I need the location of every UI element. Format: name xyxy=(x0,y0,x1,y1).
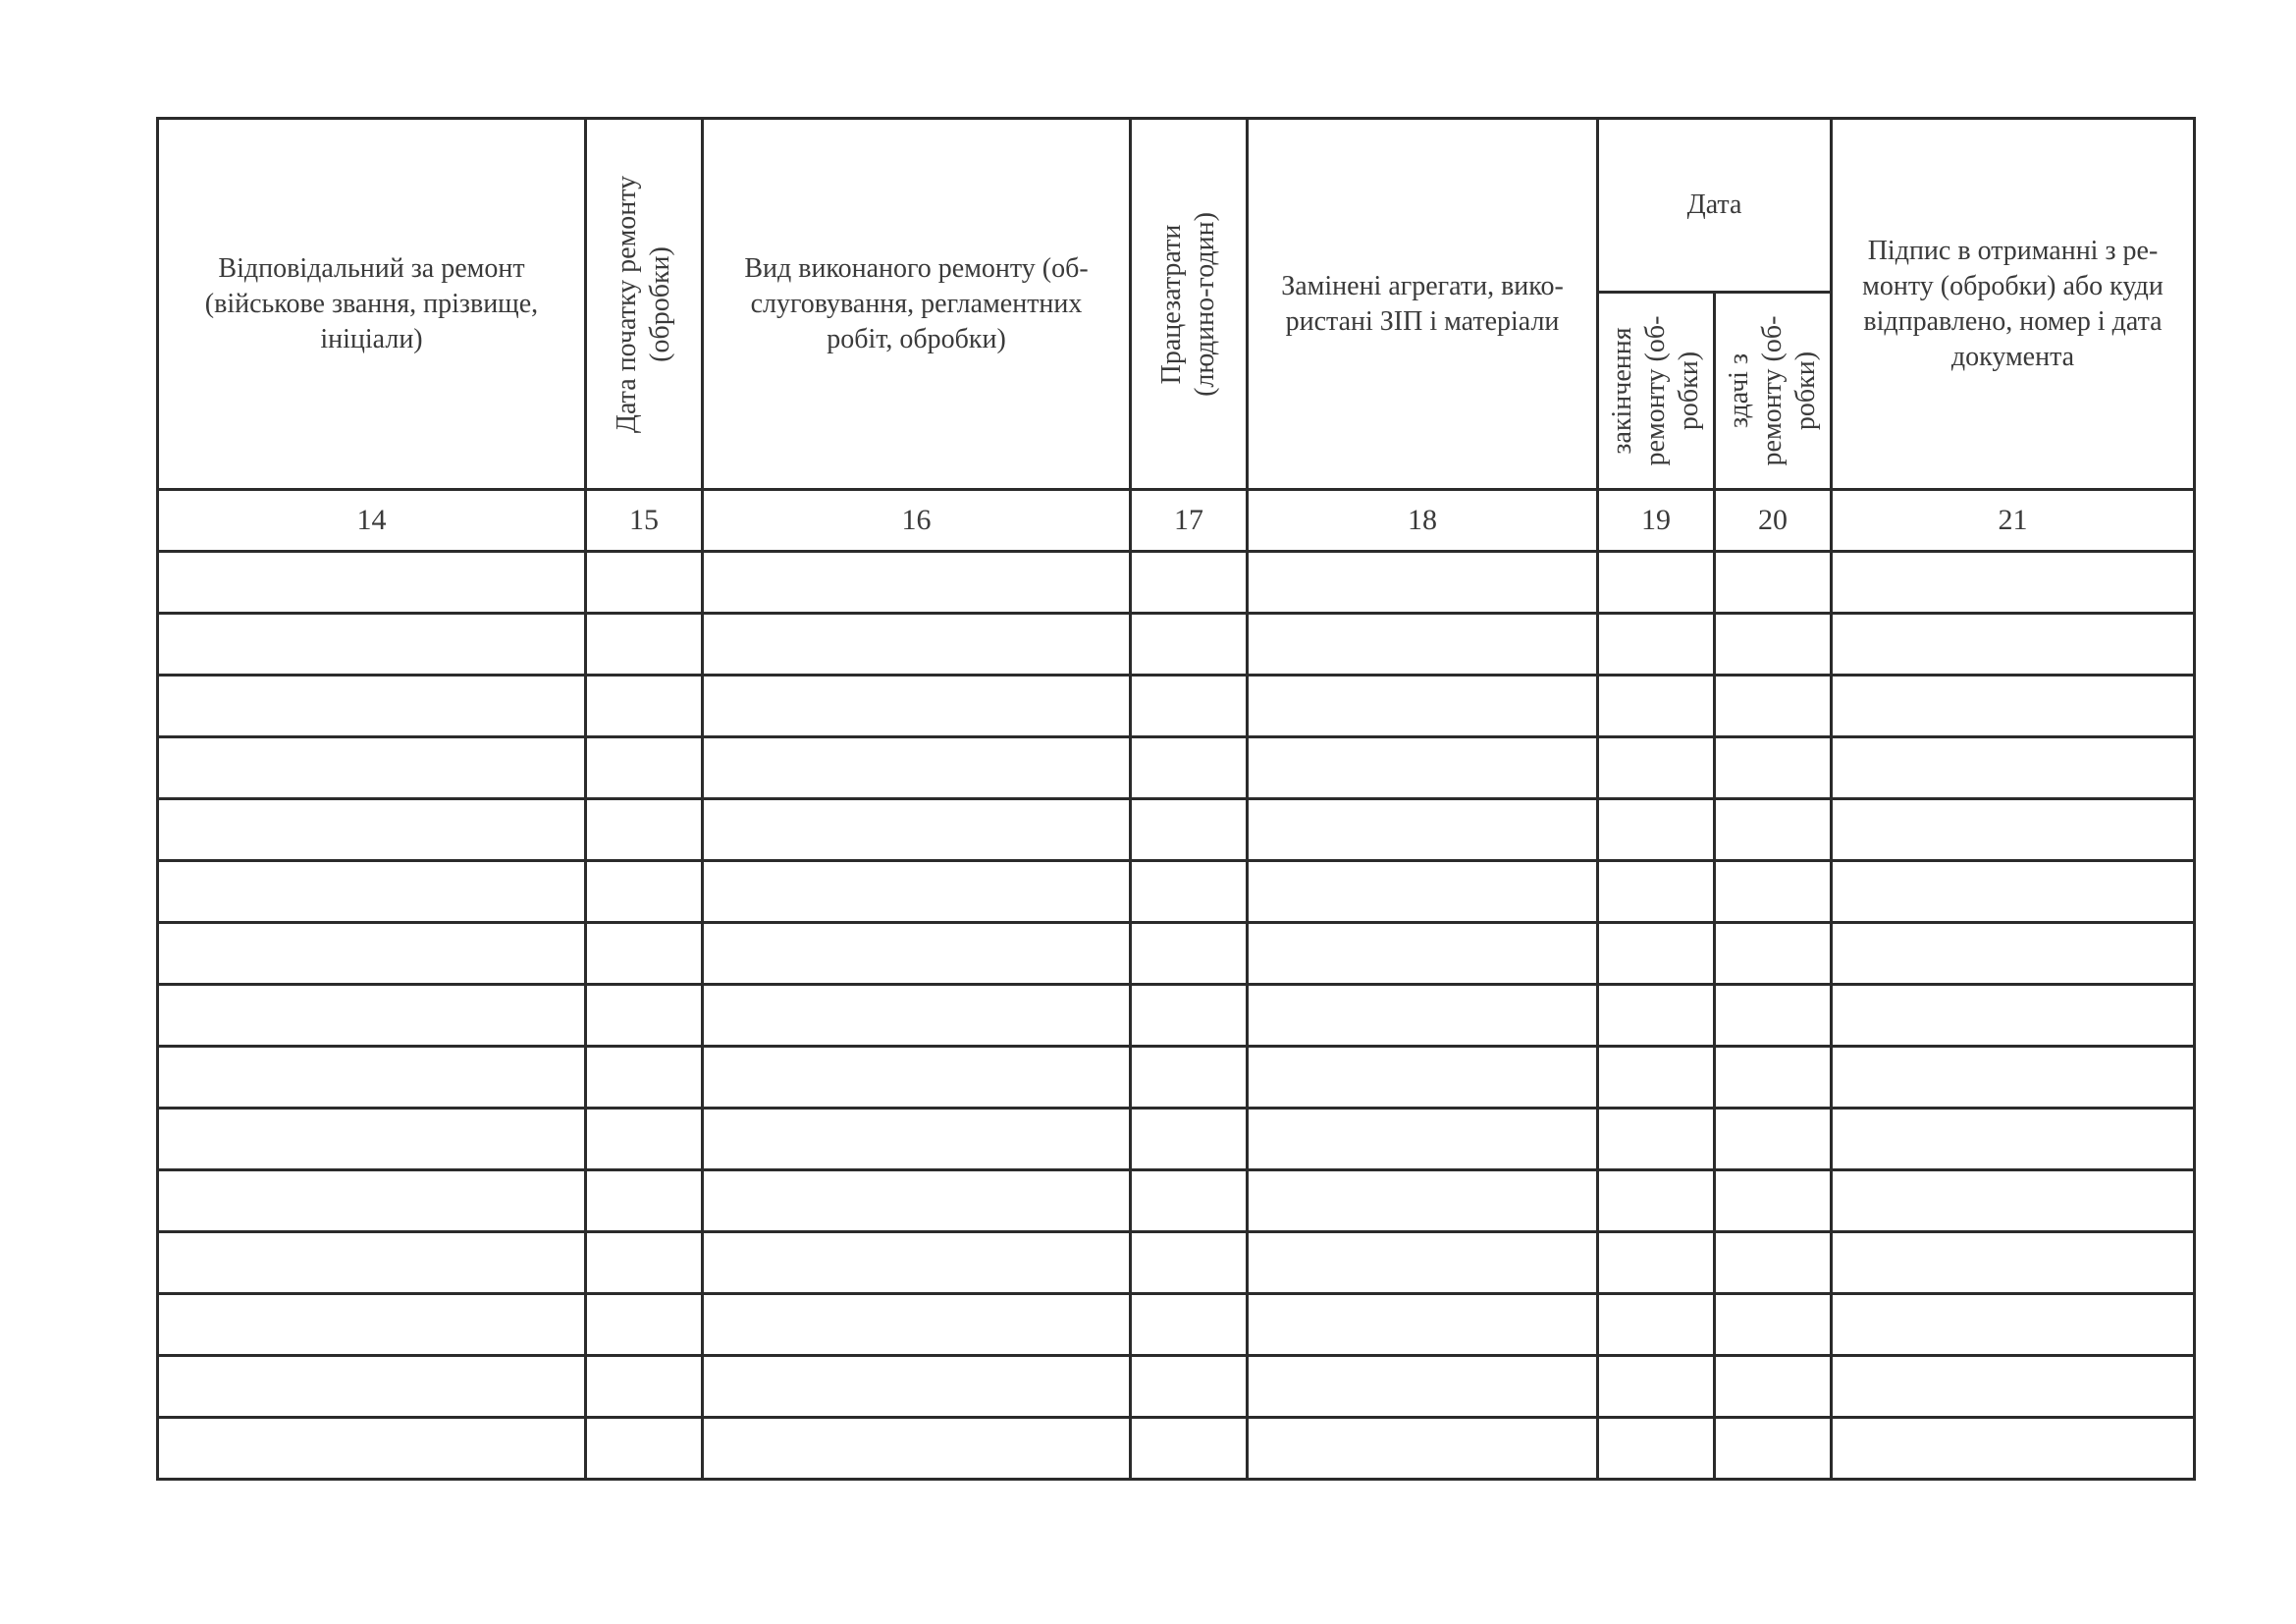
blank-cell[interactable] xyxy=(703,985,1131,1047)
blank-cell[interactable] xyxy=(1131,552,1248,614)
blank-cell[interactable] xyxy=(1248,799,1598,861)
blank-cell[interactable] xyxy=(158,1418,586,1480)
blank-cell[interactable] xyxy=(1248,737,1598,799)
header-responsible-line2: (військове звання, прізвище, xyxy=(204,288,539,319)
blank-cell[interactable] xyxy=(1715,737,1832,799)
blank-cell[interactable] xyxy=(158,799,586,861)
blank-cell[interactable] xyxy=(1832,552,2195,614)
blank-form-row xyxy=(158,1418,2195,1480)
blank-cell[interactable] xyxy=(586,1294,703,1356)
blank-form-row xyxy=(158,861,2195,923)
blank-cell[interactable] xyxy=(1832,1047,2195,1109)
blank-cell[interactable] xyxy=(1832,985,2195,1047)
blank-cell[interactable] xyxy=(1131,985,1248,1047)
blank-cell[interactable] xyxy=(1715,1232,1832,1294)
blank-cell[interactable] xyxy=(1248,1356,1598,1418)
header-labor xyxy=(1131,119,1248,490)
header-completion-date-line1: закінчення xyxy=(1607,327,1637,455)
blank-cell[interactable] xyxy=(586,923,703,985)
blank-cell[interactable] xyxy=(1598,1047,1715,1109)
blank-cell[interactable] xyxy=(158,923,586,985)
blank-cell[interactable] xyxy=(586,799,703,861)
blank-cell[interactable] xyxy=(586,861,703,923)
blank-cell[interactable] xyxy=(1715,1356,1832,1418)
blank-cell[interactable] xyxy=(158,1109,586,1170)
blank-cell[interactable] xyxy=(1598,799,1715,861)
blank-cell[interactable] xyxy=(586,1356,703,1418)
blank-cell[interactable] xyxy=(703,676,1131,737)
header-completion-date-line2: ремонту (об- xyxy=(1640,315,1671,466)
column-number: 14 xyxy=(158,490,586,552)
blank-cell[interactable] xyxy=(158,1170,586,1232)
blank-cell[interactable] xyxy=(586,1047,703,1109)
blank-cell[interactable] xyxy=(586,614,703,676)
blank-cell[interactable] xyxy=(1598,614,1715,676)
blank-cell[interactable] xyxy=(1131,676,1248,737)
blank-cell[interactable] xyxy=(1598,1418,1715,1480)
blank-cell[interactable] xyxy=(1715,923,1832,985)
blank-cell[interactable] xyxy=(1598,1232,1715,1294)
blank-cell[interactable] xyxy=(1248,1232,1598,1294)
blank-cell[interactable] xyxy=(703,1047,1131,1109)
column-number: 17 xyxy=(1131,490,1248,552)
blank-form-row xyxy=(158,614,2195,676)
blank-cell[interactable] xyxy=(1131,799,1248,861)
column-number: 20 xyxy=(1715,490,1832,552)
blank-cell[interactable] xyxy=(158,737,586,799)
blank-cell[interactable] xyxy=(1598,1356,1715,1418)
blank-cell[interactable] xyxy=(158,676,586,737)
blank-cell[interactable] xyxy=(158,861,586,923)
blank-cell[interactable] xyxy=(1832,737,2195,799)
blank-cell[interactable] xyxy=(1832,1232,2195,1294)
blank-cell[interactable] xyxy=(1248,861,1598,923)
blank-cell[interactable] xyxy=(158,1232,586,1294)
blank-form-row xyxy=(158,1047,2195,1109)
header-labor-line2: (людино-годин) xyxy=(1190,211,1220,397)
blank-cell[interactable] xyxy=(1248,676,1598,737)
header-handover-date-line1: здачі з xyxy=(1724,352,1754,429)
blank-cell[interactable] xyxy=(703,1418,1131,1480)
blank-cell[interactable] xyxy=(1598,1109,1715,1170)
blank-cell[interactable] xyxy=(703,614,1131,676)
blank-cell[interactable] xyxy=(703,1170,1131,1232)
blank-cell[interactable] xyxy=(1832,1294,2195,1356)
blank-cell[interactable] xyxy=(1131,1047,1248,1109)
blank-cell[interactable] xyxy=(1715,1109,1832,1170)
header-repair-type-line2: слуговування, регламентних xyxy=(750,288,1083,319)
blank-cell[interactable] xyxy=(158,1294,586,1356)
blank-cell[interactable] xyxy=(703,1294,1131,1356)
header-replaced-parts-line1: Замінені агрегати, вико- xyxy=(1281,270,1564,301)
blank-cell[interactable] xyxy=(1715,1418,1832,1480)
column-number: 18 xyxy=(1248,490,1598,552)
header-start-date xyxy=(586,119,703,490)
blank-cell[interactable] xyxy=(1715,1170,1832,1232)
blank-cell[interactable] xyxy=(1715,1294,1832,1356)
blank-cell[interactable] xyxy=(1131,1109,1248,1170)
blank-form-row xyxy=(158,799,2195,861)
header-signature-line2: монту (обробки) або куди xyxy=(1862,270,2163,301)
blank-cell[interactable] xyxy=(158,552,586,614)
blank-form-row xyxy=(158,676,2195,737)
blank-cell[interactable] xyxy=(586,552,703,614)
header-start-date-line1: Дата початку ремонту xyxy=(612,175,642,433)
blank-cell[interactable] xyxy=(586,1109,703,1170)
blank-cell[interactable] xyxy=(1248,614,1598,676)
blank-cell[interactable] xyxy=(1131,1232,1248,1294)
blank-cell[interactable] xyxy=(158,614,586,676)
blank-cell[interactable] xyxy=(1715,552,1832,614)
blank-cell[interactable] xyxy=(1598,861,1715,923)
blank-cell[interactable] xyxy=(1715,614,1832,676)
blank-cell[interactable] xyxy=(703,1356,1131,1418)
blank-cell[interactable] xyxy=(1131,861,1248,923)
header-replaced-parts-line2: ристані ЗІП і матеріали xyxy=(1285,305,1560,337)
blank-cell[interactable] xyxy=(1248,985,1598,1047)
blank-cell[interactable] xyxy=(1248,923,1598,985)
blank-cell[interactable] xyxy=(1248,1109,1598,1170)
blank-cell[interactable] xyxy=(1832,614,2195,676)
blank-cell[interactable] xyxy=(1598,1170,1715,1232)
header-responsible xyxy=(158,119,586,490)
header-responsible-line3: ініціали) xyxy=(320,323,423,354)
header-repair-type-line3: робіт, обробки) xyxy=(827,323,1006,354)
blank-cell[interactable] xyxy=(586,1170,703,1232)
blank-cell[interactable] xyxy=(1832,1418,2195,1480)
blank-cell[interactable] xyxy=(703,737,1131,799)
blank-cell[interactable] xyxy=(1715,985,1832,1047)
blank-cell[interactable] xyxy=(1131,1356,1248,1418)
column-number: 21 xyxy=(1832,490,2195,552)
blank-cell[interactable] xyxy=(703,923,1131,985)
blank-cell[interactable] xyxy=(1598,1294,1715,1356)
blank-cell[interactable] xyxy=(1832,923,2195,985)
blank-cell[interactable] xyxy=(1248,1294,1598,1356)
blank-cell[interactable] xyxy=(703,1109,1131,1170)
blank-form-row xyxy=(158,1232,2195,1294)
blank-cell[interactable] xyxy=(1832,1109,2195,1170)
blank-cell[interactable] xyxy=(1131,737,1248,799)
header-signature-line4: документа xyxy=(1950,341,2075,372)
blank-form-row xyxy=(158,552,2195,614)
header-handover-date xyxy=(1715,293,1832,490)
blank-cell[interactable] xyxy=(1131,923,1248,985)
blank-cell[interactable] xyxy=(703,552,1131,614)
blank-cell[interactable] xyxy=(1248,1047,1598,1109)
blank-cell[interactable] xyxy=(703,861,1131,923)
blank-cell[interactable] xyxy=(1598,552,1715,614)
blank-cell[interactable] xyxy=(586,676,703,737)
header-signature-line1: Підпис в отриманні з ре- xyxy=(1867,235,2159,266)
blank-cell[interactable] xyxy=(1131,1294,1248,1356)
blank-form-row xyxy=(158,737,2195,799)
column-number: 15 xyxy=(586,490,703,552)
blank-cell[interactable] xyxy=(1598,923,1715,985)
blank-form-row xyxy=(158,1170,2195,1232)
header-repair-type xyxy=(703,119,1131,490)
blank-cell[interactable] xyxy=(1131,1418,1248,1480)
blank-form-row xyxy=(158,1109,2195,1170)
header-signature xyxy=(1832,119,2195,490)
blank-cell[interactable] xyxy=(1715,1047,1832,1109)
column-number: 16 xyxy=(703,490,1131,552)
header-labor-line1: Працезатрати xyxy=(1156,224,1187,384)
header-signature-line3: відправлено, номер і дата xyxy=(1863,305,2163,337)
blank-cell[interactable] xyxy=(1832,1356,2195,1418)
blank-cell[interactable] xyxy=(1832,676,2195,737)
blank-form-row xyxy=(158,1356,2195,1418)
blank-cell[interactable] xyxy=(1715,676,1832,737)
header-completion-date-line3: робки) xyxy=(1674,351,1704,431)
repair-log-table xyxy=(156,117,2196,1481)
blank-cell[interactable] xyxy=(586,1418,703,1480)
blank-cell[interactable] xyxy=(158,1356,586,1418)
blank-cell[interactable] xyxy=(1832,861,2195,923)
blank-cell[interactable] xyxy=(1131,614,1248,676)
blank-cell[interactable] xyxy=(1715,799,1832,861)
blank-cell[interactable] xyxy=(158,985,586,1047)
blank-cell[interactable] xyxy=(1832,799,2195,861)
blank-cell[interactable] xyxy=(586,1232,703,1294)
blank-cell[interactable] xyxy=(1598,737,1715,799)
header-responsible-line1: Відповідальний за ремонт xyxy=(218,252,525,284)
column-number-row xyxy=(158,490,2195,552)
header-replaced-parts xyxy=(1248,119,1598,490)
blank-cell[interactable] xyxy=(158,1047,586,1109)
header-handover-date-line2: ремонту (об- xyxy=(1757,315,1788,466)
blank-cell[interactable] xyxy=(1598,676,1715,737)
blank-cell[interactable] xyxy=(1131,1170,1248,1232)
header-repair-type-line1: Вид виконаного ремонту (об- xyxy=(744,252,1089,284)
blank-cell[interactable] xyxy=(1598,985,1715,1047)
blank-form-row xyxy=(158,923,2195,985)
header-handover-date-line3: робки) xyxy=(1790,351,1821,431)
blank-cell[interactable] xyxy=(703,1232,1131,1294)
blank-cell[interactable] xyxy=(1248,1418,1598,1480)
blank-cell[interactable] xyxy=(586,737,703,799)
header-start-date-line2: (обробки) xyxy=(645,245,675,362)
header-date-group: Дата xyxy=(1598,119,1832,293)
blank-cell[interactable] xyxy=(1715,861,1832,923)
blank-cell[interactable] xyxy=(1832,1170,2195,1232)
blank-form-row xyxy=(158,1294,2195,1356)
blank-cell[interactable] xyxy=(586,985,703,1047)
blank-cell[interactable] xyxy=(1248,1170,1598,1232)
blank-cell[interactable] xyxy=(1248,552,1598,614)
blank-cell[interactable] xyxy=(703,799,1131,861)
column-number: 19 xyxy=(1598,490,1715,552)
header-completion-date xyxy=(1598,293,1715,490)
blank-form-row xyxy=(158,985,2195,1047)
